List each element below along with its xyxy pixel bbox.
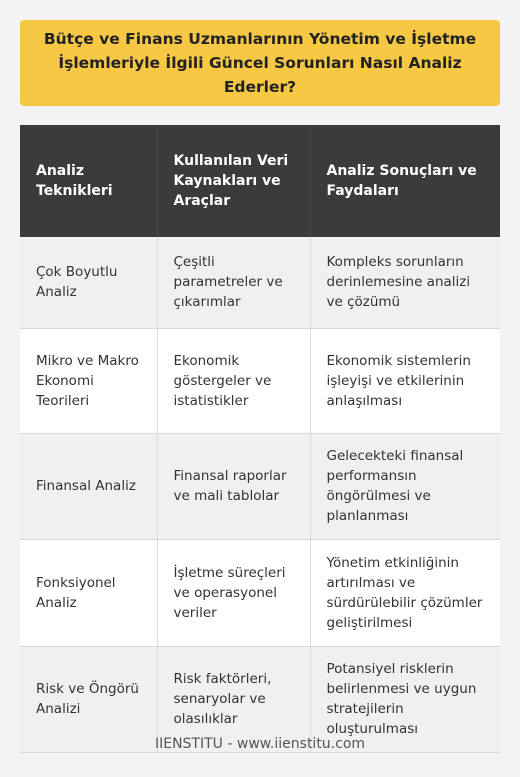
table-cell: Potansiyel risklerin belirlenmesi ve uygun stratejilerin oluşturulması [310, 646, 500, 752]
header-results-benefits: Analiz Sonuçları ve Faydaları [310, 125, 500, 237]
table-cell: Finansal Analiz [20, 433, 157, 539]
table-cell: Yönetim etkinliğinin artırılması ve sürdürülebilir çözümler geliştirilmesi [310, 539, 500, 646]
title-banner [20, 20, 500, 106]
table-header-row [20, 125, 500, 237]
header-data-sources: Kullanılan Veri Kaynakları ve Araçlar [157, 125, 310, 237]
table-cell: Ekonomik göstergeler ve istatistikler [157, 328, 310, 433]
table-cell: Risk faktörleri, senaryolar ve olasılıklar [157, 646, 310, 752]
table-cell: Çok Boyutlu Analiz [20, 237, 157, 328]
page-title: Bütçe ve Finans Uzmanlarının Yönetim ve İşletme İşlemleriyle İlgili Güncel Sorunları Nasıl Analiz Ederler? [43, 30, 477, 96]
footer-credit: IIENSTITU - www.iienstitu.com [154, 736, 366, 752]
table-cell: Çeşitli parametreler ve çıkarımlar [157, 237, 310, 328]
table-cell: Finansal raporlar ve mali tablolar [157, 433, 310, 539]
table-cell: Risk ve Öngörü Analizi [20, 646, 157, 752]
table-cell: Fonksiyonel Analiz [20, 539, 157, 646]
table-row [20, 539, 500, 646]
table-cell: Ekonomik sistemlerin işleyişi ve etkilerinin anlaşılması [310, 328, 500, 433]
table-cell: İşletme süreçleri ve operasyonel veriler [157, 539, 310, 646]
table-row [20, 328, 500, 433]
table-cell: Gelecekteki finansal performansın öngörülmesi ve planlanması [310, 433, 500, 539]
table-cell: Kompleks sorunların derinlemesine analizi ve çözümü [310, 237, 500, 328]
table-row [20, 433, 500, 539]
analysis-table [20, 125, 500, 753]
header-analysis-techniques: Analiz Teknikleri [20, 125, 157, 237]
table-cell: Mikro ve Makro Ekonomi Teorileri [20, 328, 157, 433]
table-row [20, 237, 500, 328]
